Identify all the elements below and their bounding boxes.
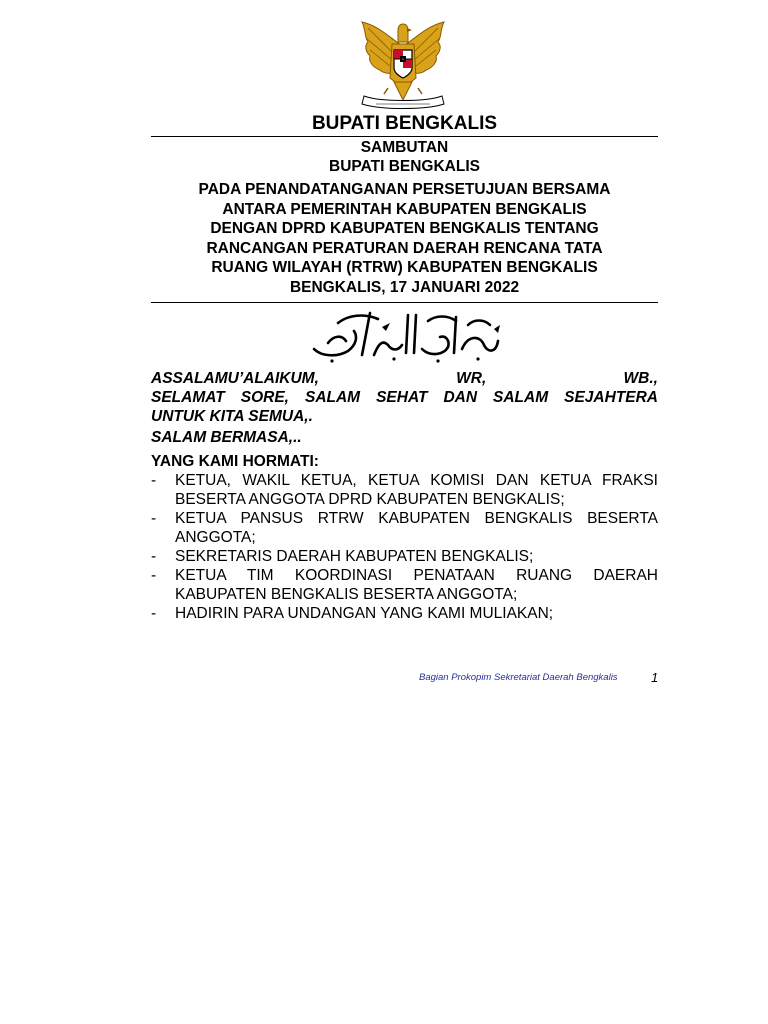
list-dash: - <box>151 605 157 622</box>
list-item <box>151 509 658 547</box>
list-item <box>151 471 658 509</box>
greeting-bermasa: SALAM BERMASA,.. <box>151 429 302 446</box>
footer-text: Bagian Prokopim Sekretariat Daerah Bengkalis <box>419 672 618 683</box>
header-rule-bottom <box>151 302 658 303</box>
event-line: DENGAN DPRD KABUPATEN BENGKALIS TENTANG <box>210 220 599 238</box>
greeting-salam: ASSALAMU’ALAIKUM, WR, WB., <box>151 370 658 387</box>
basmala-calligraphy-icon <box>308 305 504 365</box>
respect-heading: YANG KAMI HORMATI: <box>151 453 319 470</box>
greeting-all: UNTUK KITA SEMUA,. <box>151 408 313 425</box>
list-dash: - <box>151 510 157 527</box>
list-item <box>151 547 658 566</box>
list-item-text: KETUA TIM KOORDINASI PENATAAN RUANG DAERAH KABUPATEN BENGKALIS BESERTA ANGGOTA; <box>175 567 658 603</box>
list-item-text: KETUA, WAKIL KETUA, KETUA KOMISI DAN KETUA FRAKSI BESERTA ANGGOTA DPRD KABUPATEN BENGKALIS; <box>175 472 658 508</box>
garuda-emblem-icon <box>354 16 452 112</box>
event-line: ANTARA PEMERINTAH KABUPATEN BENGKALIS <box>222 200 587 218</box>
list-dash: - <box>151 548 157 565</box>
event-line: RANCANGAN PERATURAN DAERAH RENCANA TATA <box>206 239 603 257</box>
page-number: 1 <box>651 670 659 685</box>
event-line: PADA PENANDATANGANAN PERSETUJUAN BERSAMA <box>198 181 611 198</box>
list-item-text: HADIRIN PARA UNDANGAN YANG KAMI MULIAKAN; <box>175 605 554 622</box>
header-rule-top <box>151 136 658 137</box>
list-item <box>151 604 658 623</box>
event-line: RUANG WILAYAH (RTRW) KABUPATEN BENGKALIS <box>211 259 598 277</box>
list-item <box>151 566 658 604</box>
event-description <box>151 180 658 298</box>
list-item-text: SEKRETARIS DAERAH KABUPATEN BENGKALIS; <box>175 548 534 565</box>
speech-label-line1: SAMBUTAN <box>360 139 449 156</box>
list-dash: - <box>151 567 157 584</box>
list-item-text: KETUA PANSUS RTRW KABUPATEN BENGKALIS BESERTA ANGGOTA; <box>175 510 658 546</box>
list-dash: - <box>151 472 157 489</box>
event-line: BENGKALIS, 17 JANUARI 2022 <box>289 278 520 296</box>
speech-label <box>151 138 658 176</box>
speech-label-line2: BUPATI BENGKALIS <box>329 158 480 175</box>
office-title: BUPATI BENGKALIS <box>311 113 498 134</box>
honored-guests-list <box>151 471 658 623</box>
greeting-afternoon: SELAMAT SORE, SALAM SEHAT DAN SALAM SEJAHTERA <box>151 389 658 406</box>
